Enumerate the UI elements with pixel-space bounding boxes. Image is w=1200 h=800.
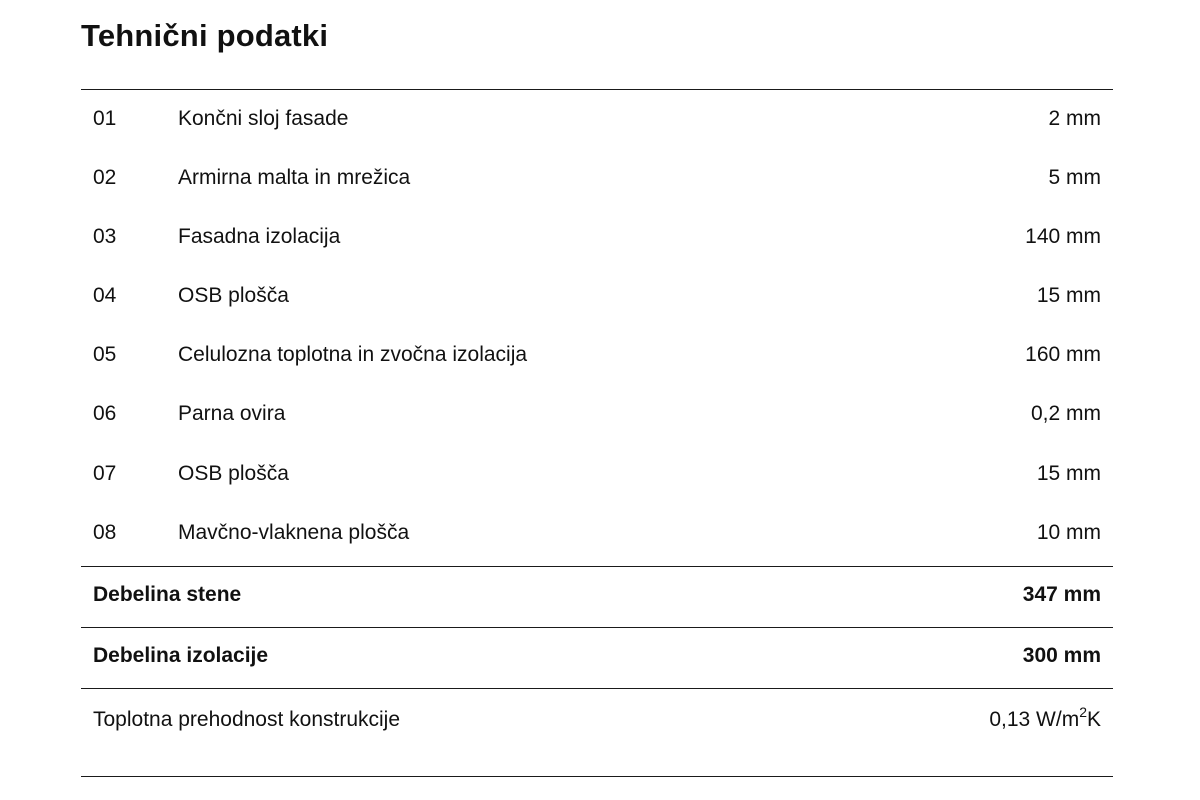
layer-number: 05 bbox=[93, 343, 117, 366]
insulation-thickness-label: Debelina izolacije bbox=[93, 644, 269, 667]
u-value-label: Toplotna prehodnost konstrukcije bbox=[93, 708, 401, 731]
u-value-unit-suffix: K bbox=[1086, 708, 1101, 731]
layer-thickness: 160 mm bbox=[1025, 343, 1101, 366]
page-title: Tehnični podatki bbox=[81, 18, 329, 53]
layer-number: 04 bbox=[93, 284, 117, 307]
layer-name: Celulozna toplotna in zvočna izolacija bbox=[178, 343, 528, 366]
layer-name: OSB plošča bbox=[178, 462, 289, 485]
layer-thickness: 2 mm bbox=[1048, 107, 1101, 130]
insulation-thickness-value: 300 mm bbox=[1022, 644, 1101, 667]
layer-thickness: 140 mm bbox=[1025, 225, 1101, 248]
wall-thickness-label: Debelina stene bbox=[93, 583, 242, 606]
u-value-number: 0,13 W/m bbox=[989, 708, 1080, 731]
layer-name: Mavčno-vlaknena plošča bbox=[178, 521, 410, 544]
layer-number: 06 bbox=[93, 402, 117, 425]
layer-name: Končni sloj fasade bbox=[178, 107, 349, 130]
layer-thickness: 15 mm bbox=[1036, 462, 1101, 485]
layer-number: 08 bbox=[93, 521, 117, 544]
table-bottom-divider bbox=[81, 776, 1113, 777]
layer-thickness: 10 mm bbox=[1036, 521, 1101, 544]
u-value-exponent: 2 bbox=[1079, 704, 1087, 720]
table-row-layer-01 bbox=[81, 99, 1113, 139]
totals-divider bbox=[81, 566, 1113, 567]
u-value-value bbox=[989, 700, 1101, 741]
u-value-row bbox=[81, 700, 1113, 740]
table-row-layer-02 bbox=[81, 158, 1113, 198]
layer-number: 02 bbox=[93, 166, 117, 189]
layer-name: OSB plošča bbox=[178, 284, 289, 307]
table-row-layer-04 bbox=[81, 276, 1113, 316]
layer-number: 01 bbox=[93, 107, 117, 130]
table-row-layer-06 bbox=[81, 394, 1113, 434]
table-row-layer-07 bbox=[81, 454, 1113, 494]
u-value-divider bbox=[81, 688, 1113, 689]
layer-number: 07 bbox=[93, 462, 117, 485]
layer-number: 03 bbox=[93, 225, 117, 248]
layer-thickness: 5 mm bbox=[1048, 166, 1101, 189]
wall-thickness-row bbox=[81, 575, 1113, 615]
wall-thickness-value: 347 mm bbox=[1022, 583, 1101, 606]
table-top-divider bbox=[81, 89, 1113, 90]
insulation-divider bbox=[81, 627, 1113, 628]
insulation-thickness-row bbox=[81, 636, 1113, 676]
layer-thickness: 0,2 mm bbox=[1030, 402, 1101, 425]
table-row-layer-08 bbox=[81, 513, 1113, 553]
table-row-layer-05 bbox=[81, 335, 1113, 375]
layer-thickness: 15 mm bbox=[1036, 284, 1101, 307]
table-row-layer-03 bbox=[81, 217, 1113, 257]
layer-name: Parna ovira bbox=[178, 402, 286, 425]
layer-name: Armirna malta in mrežica bbox=[178, 166, 411, 189]
layer-name: Fasadna izolacija bbox=[178, 225, 341, 248]
